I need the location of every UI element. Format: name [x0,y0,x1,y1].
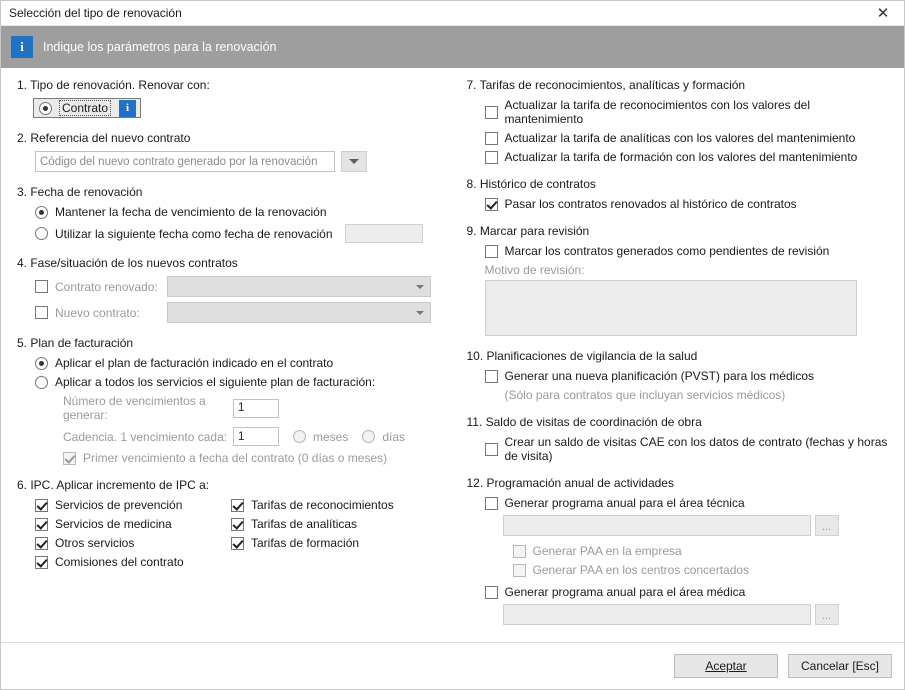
checkbox-update-reconocimientos-label: Actualizar la tarifa de reconocimientos con los valores del mantenimiento [504,98,810,126]
checkbox-row[interactable] [485,150,893,164]
checkbox-ipc-comisiones-label: Comisiones del contrato [55,555,184,569]
section-tariffs-title: 7. Tarifas de reconocimientos, analíticas y formación [466,78,746,92]
checkbox-ipc-tarifas-analiticas[interactable] [231,518,244,531]
window-title: Selección del tipo de renovación [9,6,182,20]
checkbox-update-analiticas-label: Actualizar la tarifa de analíticas con los valores del mantenimiento [504,131,856,145]
ellipsis-icon[interactable]: ... [815,515,839,536]
radio-cadence-days-label: días [382,429,406,444]
radio-contrato[interactable] [39,102,52,115]
billing-count-label: Número de vencimientos a generar: [63,394,206,422]
section-tariffs [467,78,893,164]
section-ipc [17,478,451,574]
section-health-surveillance [467,349,893,402]
dialog-header-text: Indique los parámetros para la renovación [43,40,277,54]
cancel-button[interactable] [788,654,892,678]
checkbox-row[interactable] [35,536,231,550]
checkbox-mark-pending-review[interactable] [485,245,498,258]
checkbox-row[interactable] [485,496,893,510]
radio-contrato-label: Contrato [59,100,111,116]
checkbox-ipc-prevencion[interactable] [35,499,48,512]
checkbox-row[interactable] [231,498,431,512]
checkbox-row[interactable] [35,498,231,512]
ipc-column-tariffs [231,498,431,574]
checkbox-update-formacion-label: Actualizar la tarifa de formación con los valores del mantenimiento [504,150,858,164]
section-contract-history [467,177,893,211]
checkbox-row[interactable] [485,585,893,599]
billing-count-input[interactable]: 1 [233,399,279,418]
checkbox-create-cae-balance-label: Crear un saldo de visitas CAE con los datos de contrato (fechas y horas de visita) [504,435,888,463]
new-contract-ref-dropdown[interactable] [341,151,367,172]
checkbox-annual-program-medical-label: Generar programa anual para el área médica [504,585,746,599]
checkbox-annual-program-medical[interactable] [485,586,498,599]
section-renewal-type-title: 1. Tipo de renovación. Renovar con: [17,78,210,92]
billing-cadence-label: Cadencia. 1 vencimiento cada: [63,429,228,444]
billing-cadence-row [63,427,451,446]
checkbox-row[interactable] [485,369,893,383]
checkbox-paa-empresa[interactable] [513,545,526,558]
checkbox-ipc-tarifas-reconocimientos[interactable] [231,499,244,512]
checkbox-mark-pending-review-label: Marcar los contratos generados como pendientes de revisión [504,244,830,258]
checkbox-move-to-history-label: Pasar los contratos renovados al histórico de contratos [504,197,797,211]
section-contract-phase [17,256,451,323]
chevron-down-icon [349,159,359,164]
billing-cadence-input[interactable]: 1 [233,427,279,446]
checkbox-contract-renewed[interactable] [35,280,48,293]
checkbox-row[interactable] [485,544,893,558]
left-column [7,78,459,642]
checkbox-ipc-tarifas-formacion-label: Tarifas de formación [251,536,360,550]
new-contract-ref-input[interactable]: Código del nuevo contrato generado por la renovación [35,151,335,172]
checkbox-row[interactable] [485,131,893,145]
close-icon[interactable]: ✕ [876,5,890,22]
renewal-date-option-custom[interactable] [35,224,451,243]
checkbox-row[interactable] [485,563,893,577]
radio-custom-date[interactable] [35,227,48,240]
section-new-contract-ref-title: 2. Referencia del nuevo contrato [17,131,191,145]
cancel-button-label: Cancelar [Esc] [800,659,880,673]
phase-new-row [35,302,451,323]
chevron-down-icon [416,285,424,289]
checkbox-ipc-tarifas-formacion[interactable] [231,537,244,550]
checkbox-update-formacion[interactable] [485,151,498,164]
section-cae-visits [467,415,893,463]
dialog-footer [1,642,904,689]
accept-button[interactable] [674,654,778,678]
section-review [467,224,893,336]
checkbox-new-contract[interactable] [35,306,48,319]
checkbox-move-to-history[interactable] [485,198,498,211]
section-ipc-title: 6. IPC. Aplicar incremento de IPC a: [17,478,210,492]
radio-billing-custom[interactable] [35,376,48,389]
section-renewal-type [17,78,451,118]
billing-plan-option-custom[interactable] [35,375,451,389]
checkbox-row[interactable] [485,197,893,211]
checkbox-new-contract-label: Nuevo contrato: [55,305,140,320]
ipc-column-services [35,498,231,574]
section-billing-plan-title: 5. Plan de facturación [17,336,134,350]
checkbox-paa-centros-concertados-label: Generar PAA en los centros concertados [532,563,750,577]
section-review-title: 9. Marcar para revisión [466,224,590,238]
section-annual-program-title: 12. Programación anual de actividades [466,476,674,490]
custom-date-input[interactable] [345,224,423,243]
select-contract-renewed-phase[interactable] [167,276,431,297]
radio-cadence-days[interactable] [362,430,375,443]
checkbox-generate-pvst-label: Generar una nueva planificación (PVST) para los médicos [504,369,814,383]
checkbox-row[interactable] [485,435,893,463]
right-column [459,78,899,642]
annual-program-technical-input[interactable] [503,515,811,536]
checkbox-generate-pvst[interactable] [485,370,498,383]
info-icon: i [11,36,33,58]
accept-button-label: Aceptar [705,659,747,673]
phase-renewed-row [35,276,451,297]
annual-program-medical-input[interactable] [503,604,811,625]
radio-cadence-months-label: meses [313,429,349,444]
section-annual-program [467,476,893,625]
radio-keep-date[interactable] [35,206,48,219]
checkbox-annual-program-technical[interactable] [485,497,498,510]
renewal-date-option-keep[interactable] [35,205,451,219]
checkbox-ipc-prevencion-label: Servicios de prevención [55,498,183,512]
radio-billing-from-contract[interactable] [35,357,48,370]
billing-first-due-row[interactable] [63,451,451,465]
checkbox-paa-empresa-label: Generar PAA en la empresa [532,544,682,558]
section-renewal-date-title: 3. Fecha de renovación [17,185,143,199]
radio-custom-date-label: Utilizar la siguiente fecha como fecha de renovación [55,226,333,241]
section-contract-phase-title: 4. Fase/situación de los nuevos contratos [17,256,238,270]
review-reason-textarea[interactable] [485,280,857,336]
checkbox-annual-program-technical-label: Generar programa anual para el área técnica [504,496,745,510]
checkbox-ipc-tarifas-reconocimientos-label: Tarifas de reconocimientos [251,498,394,512]
chevron-down-icon [416,311,424,315]
section-contract-history-title: 8. Histórico de contratos [466,177,596,191]
checkbox-first-due-at-contract-date[interactable] [63,452,76,465]
select-new-contract-phase[interactable] [167,302,431,323]
checkbox-create-cae-balance[interactable] [485,443,498,456]
checkbox-paa-centros-concertados[interactable] [513,564,526,577]
checkbox-ipc-tarifas-analiticas-label: Tarifas de analíticas [251,517,358,531]
dialog-header [1,26,904,68]
checkbox-first-due-at-contract-date-label: Primer vencimiento a fecha del contrato (0 días o meses) [83,451,388,465]
section-billing-plan [17,336,451,465]
checkbox-row[interactable] [35,555,231,569]
radio-keep-date-label: Mantener la fecha de vencimiento de la renovación [55,205,327,219]
checkbox-ipc-medicina-label: Servicios de medicina [55,517,172,531]
checkbox-row[interactable] [485,98,893,126]
radio-cadence-months[interactable] [293,430,306,443]
dialog-body [1,68,904,642]
billing-plan-option-contract[interactable] [35,356,451,370]
billing-count-row [63,394,451,422]
radio-billing-custom-label: Aplicar a todos los servicios el siguiente plan de facturación: [55,375,376,389]
renewal-type-contrato-option[interactable] [33,98,141,118]
annual-program-technical-field-row [485,515,893,536]
checkbox-ipc-otros-label: Otros servicios [55,536,135,550]
checkbox-ipc-medicina[interactable] [35,518,48,531]
checkbox-ipc-comisiones[interactable] [35,556,48,569]
section-cae-visits-title: 11. Saldo de visitas de coordinación de obra [466,415,702,429]
section-new-contract-ref [17,131,451,172]
checkbox-row[interactable] [35,517,231,531]
checkbox-row[interactable] [485,244,893,258]
section-health-surveillance-title: 10. Planificaciones de vigilancia de la salud [466,349,698,363]
contrato-info-icon[interactable]: i [119,100,136,117]
checkbox-contract-renewed-label: Contrato renovado: [55,279,158,294]
checkbox-update-reconocimientos[interactable] [485,106,498,119]
checkbox-row[interactable] [231,536,431,550]
title-bar [1,1,904,26]
checkbox-ipc-otros[interactable] [35,537,48,550]
review-reason-label: Motivo de revisión: [484,263,585,277]
section-renewal-date [17,185,451,243]
checkbox-update-analiticas[interactable] [485,132,498,145]
annual-program-medical-field-row [485,604,893,625]
pvst-note: (Sólo para contratos que incluyan servicios médicos) [504,388,786,402]
checkbox-row[interactable] [231,517,431,531]
radio-billing-from-contract-label: Aplicar el plan de facturación indicado en el contrato [55,356,334,370]
ellipsis-icon[interactable]: ... [815,604,839,625]
